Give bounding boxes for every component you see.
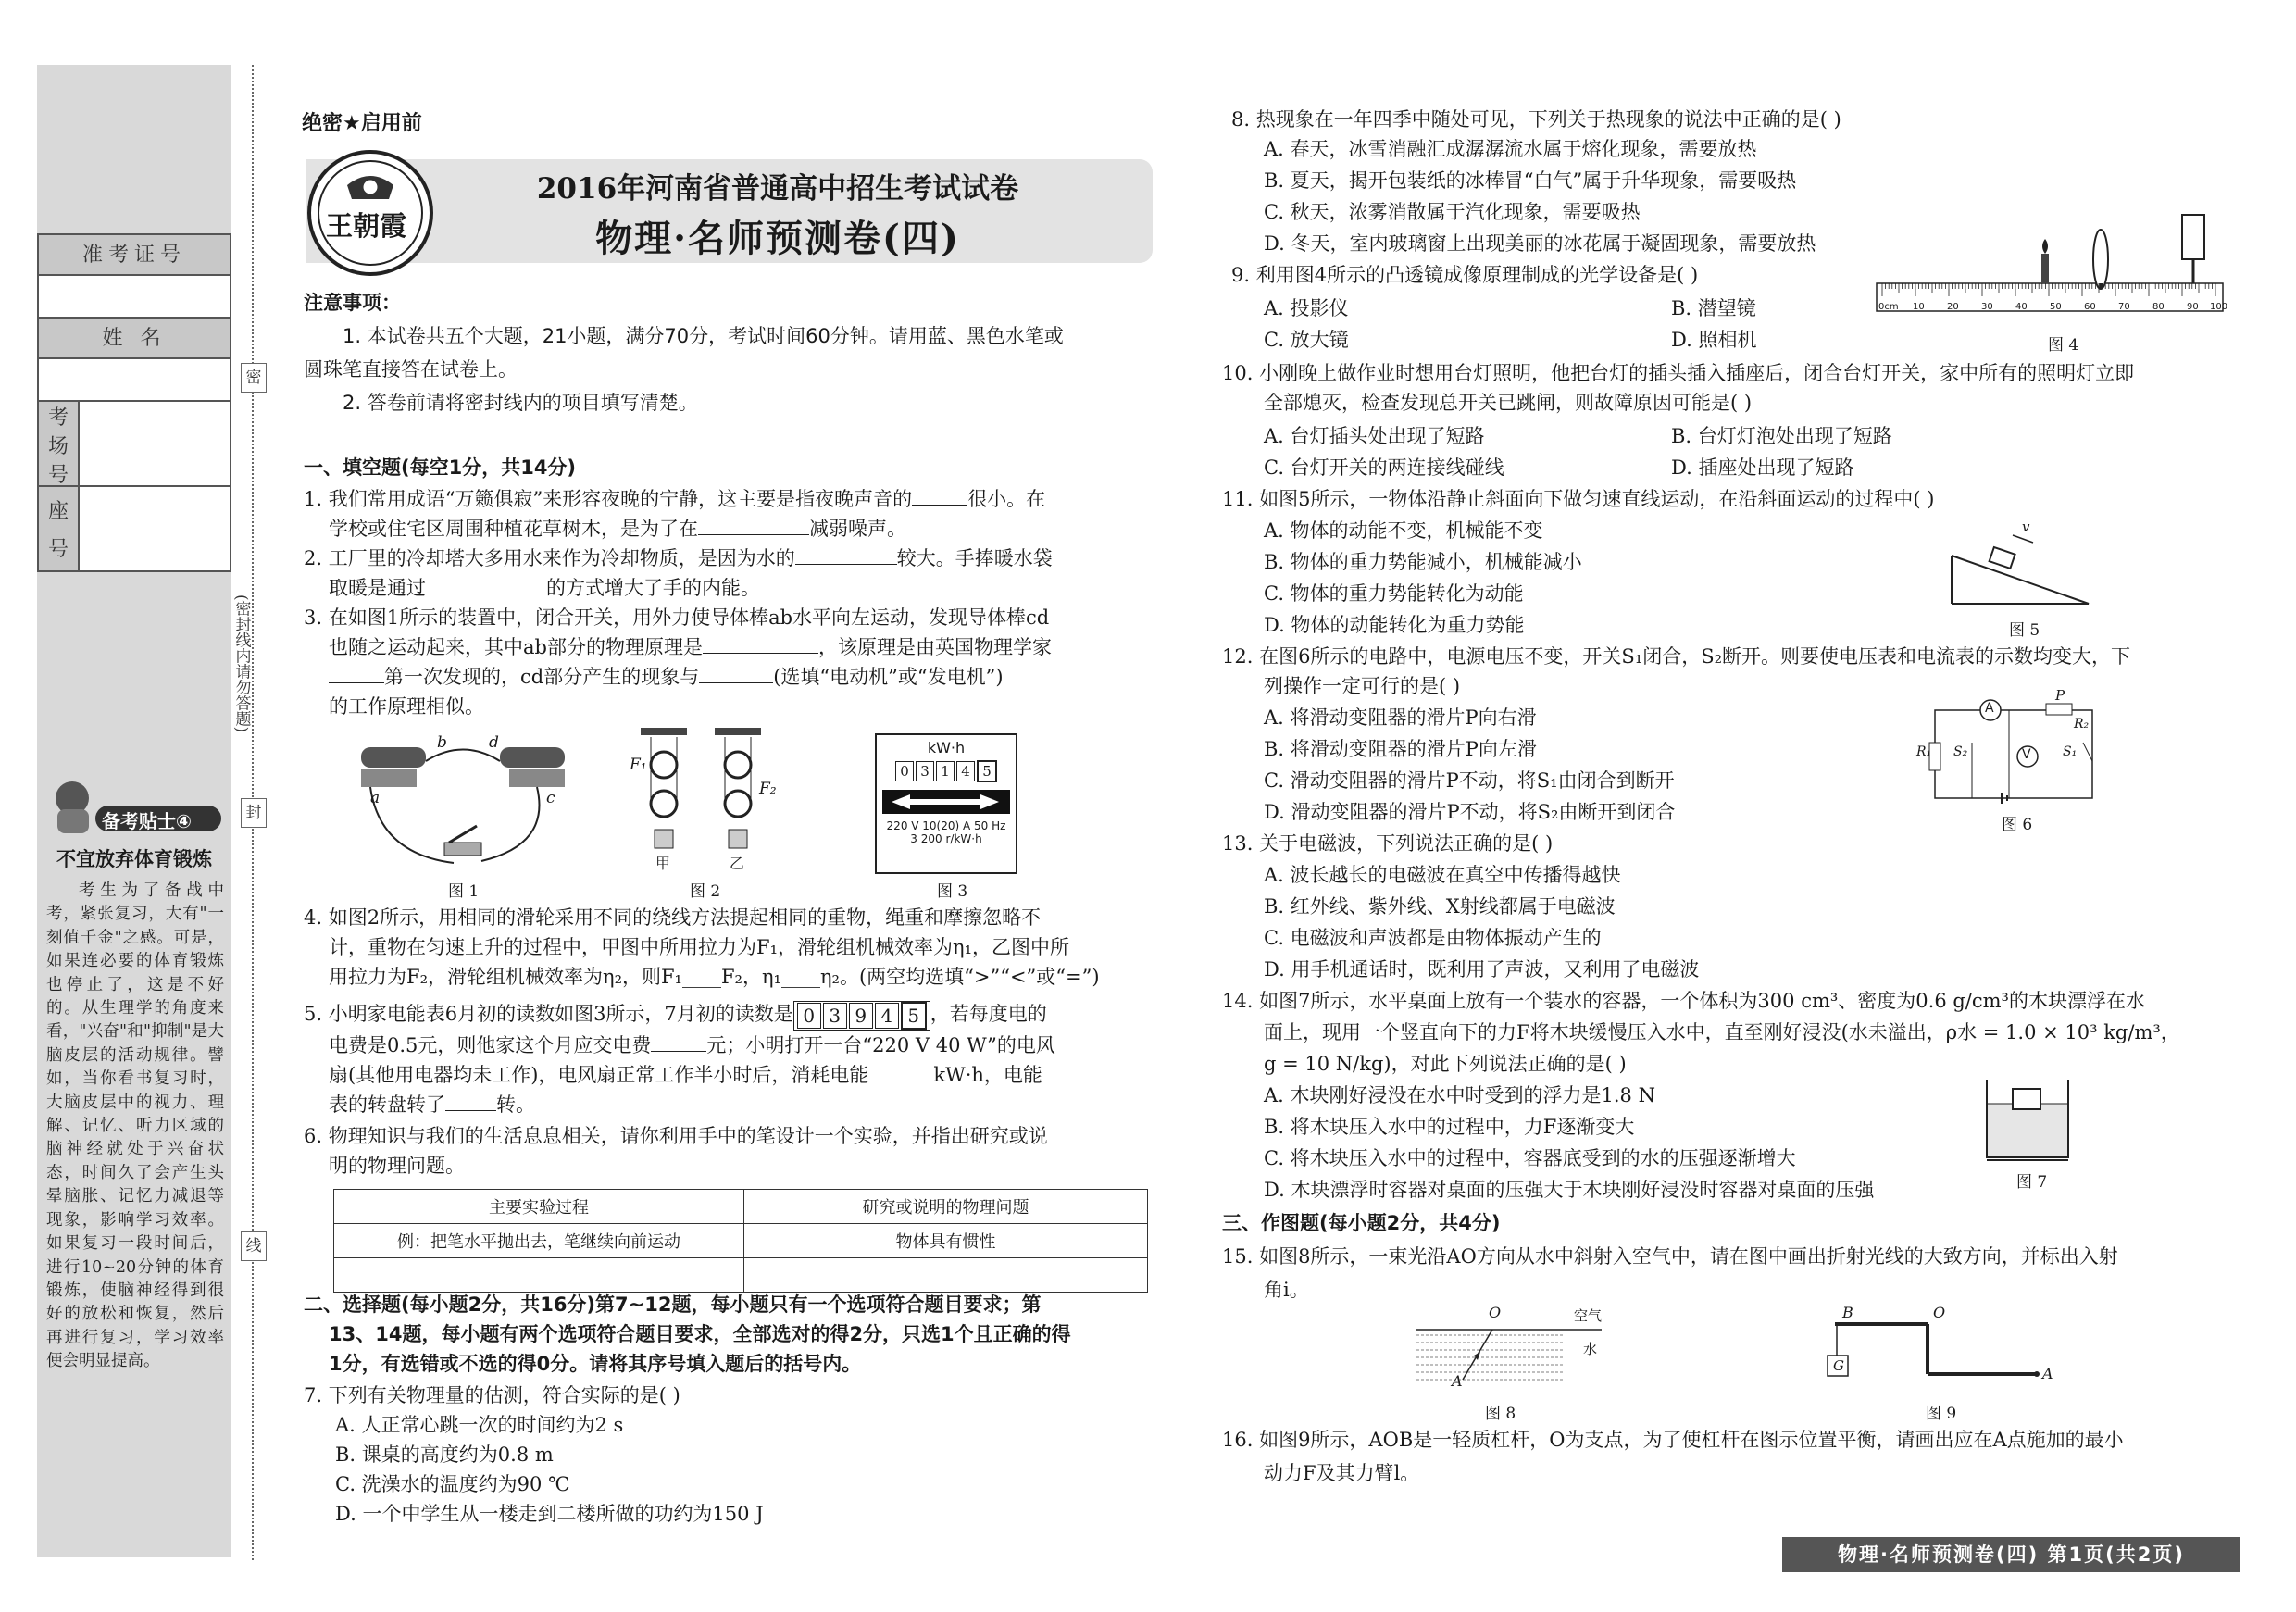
figure-5-incline: v bbox=[1944, 519, 2092, 607]
meter-reading: 0 3 1 4 5 bbox=[877, 760, 1016, 782]
field-label-name: 姓 名 bbox=[39, 319, 230, 359]
publisher-logo bbox=[306, 148, 435, 278]
q2-line2: 取暖是通过 的方式增大了手的内能。 bbox=[329, 577, 760, 599]
tip-title: 不宜放弃体育锻炼 bbox=[56, 848, 212, 870]
answer-process-cell[interactable] bbox=[334, 1258, 744, 1293]
q3-line1: 3. 在如图1所示的装置中，闭合开关，用外力使导体棒ab水平向左运动，发现导体棒cd bbox=[304, 606, 1050, 629]
q12-line1: 12. 在图6所示的电路中，电源电压不变，开关S₁闭合，S₂断开。则要使电压表和电流表的示数均变大，下 bbox=[1222, 645, 2131, 668]
name-input[interactable] bbox=[39, 359, 230, 402]
seal-char-mi: 密 bbox=[241, 363, 267, 393]
q11-stem: 11. 如图5所示，一物体沿静止斜面向下做匀速直线运动，在沿斜面运动的过程中( ) bbox=[1222, 488, 1935, 510]
q14-option-b[interactable]: B. 将木块压入水中的过程中，力F逐渐变大 bbox=[1264, 1116, 1635, 1138]
seal-note: (密封线内请勿答题) bbox=[231, 594, 251, 733]
q5-blank-2[interactable] bbox=[868, 1062, 933, 1081]
q16-line2: 动力F及其力臂l。 bbox=[1264, 1462, 1420, 1484]
ruler-tick-labels: 0cm 10 20 30 40 50 60 70 80 90 100 bbox=[1878, 302, 2228, 312]
figure-3-meter: kW·h 0 3 1 4 5 220 V 10(20) A 50 Hz 3 200 r/kW·h bbox=[875, 733, 1017, 874]
tip-header-label: 备考贴士④ bbox=[102, 810, 192, 832]
q8-option-c[interactable]: C. 秋天，浓雾消散属于汽化现象，需要吸热 bbox=[1264, 201, 1641, 223]
q14-line1: 14. 如图7所示，水平桌面上放有一个装水的容器，一个体积为300 cm³、密度为0.6 g/cm³的木块漂浮在水 bbox=[1222, 990, 2145, 1012]
section-2-heading-3: 1分，有选错或不选的得0分。请将其序号填入题后的括号内。 bbox=[329, 1353, 862, 1375]
q14-option-c[interactable]: C. 将木块压入水中的过程中，容器底受到的水的压强逐渐增大 bbox=[1264, 1147, 1796, 1169]
q14-option-a[interactable]: A. 木块刚好浸没在水中时受到的浮力是1.8 N bbox=[1264, 1084, 1655, 1106]
q7-option-d[interactable]: D. 一个中学生从一楼走到二楼所做的功约为150 J bbox=[335, 1503, 764, 1525]
q9-option-d[interactable]: D. 照相机 bbox=[1671, 329, 1757, 351]
q11-option-c[interactable]: C. 物体的重力势能转化为动能 bbox=[1264, 582, 1524, 605]
figure-6-caption: 图 6 bbox=[2002, 816, 2033, 834]
q11-option-b[interactable]: B. 物体的重力势能减小，机械能减小 bbox=[1264, 551, 1582, 573]
q2-blank-1[interactable] bbox=[795, 545, 897, 565]
q9-stem: 9. 利用图4所示的凸透镜成像原理制成的光学设备是( ) bbox=[1231, 264, 1699, 286]
figure-3-caption: 图 3 bbox=[937, 882, 968, 901]
section-1-heading: 一、填空题(每空1分，共14分) bbox=[304, 456, 577, 479]
figure-7-caption: 图 7 bbox=[2016, 1173, 2048, 1192]
q3-blank-1[interactable] bbox=[703, 634, 818, 654]
q12-option-d[interactable]: D. 滑动变阻器的滑片P不动，将S₂由断开到闭合 bbox=[1264, 801, 1676, 823]
q7-option-b[interactable]: B. 课桌的高度约为0.8 m bbox=[335, 1443, 554, 1466]
page-footer: 物理·名师预测卷(四) 第1页(共2页) bbox=[1782, 1537, 2240, 1572]
q1-line1: 1. 我们常用成语“万籁俱寂”来形容夜晚的宁静，这主要是指夜晚声音的 很小。在 bbox=[304, 488, 1046, 510]
q12-option-c[interactable]: C. 滑动变阻器的滑片P不动，将S₁由闭合到断开 bbox=[1264, 769, 1675, 792]
q13-option-c[interactable]: C. 电磁波和声波都是由物体振动产生的 bbox=[1264, 927, 1602, 949]
q16-line1: 16. 如图9所示，AOB是一轻质杠杆，O为支点，为了使杠杆在图示位置平衡，请画出应在A点施加的最小 bbox=[1222, 1429, 2124, 1451]
q5-line3: 扇(其他用电器均未工作)，电风扇正常工作半小时后，消耗电能 kW·h，电能 bbox=[329, 1064, 1042, 1086]
q5-blank-1[interactable] bbox=[651, 1032, 706, 1052]
seal-char-xian: 线 bbox=[241, 1231, 267, 1261]
q3-line2: 也随之运动起来，其中ab部分的物理原理是 ，该原理是由英国物理学家 bbox=[329, 636, 1052, 658]
meter-disc-window bbox=[882, 790, 1010, 814]
q8-option-b[interactable]: B. 夏天，揭开包装纸的冰棒冒“白气”属于升华现象，需要吸热 bbox=[1264, 169, 1797, 192]
q5-line4: 表的转盘转了 转。 bbox=[329, 1093, 535, 1116]
exam-title: 2016年河南省普通高中招生考试试卷 bbox=[536, 172, 1019, 206]
figure-9-lever: B O G A bbox=[1824, 1304, 2055, 1393]
q5-line2: 电费是0.5元，则他家这个月应交电费 元；小明打开一台“220 V 40 W”的电风 bbox=[329, 1034, 1055, 1056]
q8-option-a[interactable]: A. 春天，冰雪消融汇成潺潺流水属于熔化现象，需要放热 bbox=[1264, 138, 1757, 160]
figure-5-caption: 图 5 bbox=[2009, 621, 2040, 640]
field-label-exam-number: 准考证号 bbox=[39, 235, 230, 276]
notice-item-1: 1. 本试卷共五个大题，21小题，满分70分，考试时间60分钟。请用蓝、黑色水笔或 bbox=[343, 325, 1064, 347]
candidate-info-table bbox=[37, 233, 231, 572]
q12-line2: 列操作一定可行的是( ) bbox=[1264, 675, 1461, 697]
q10-option-c[interactable]: C. 台灯开关的两连接线碰线 bbox=[1264, 456, 1504, 479]
figure-6-circuit: A V P R₂ R₁ S₂ S₁ bbox=[1916, 687, 2111, 807]
q13-stem: 13. 关于电磁波，下列说法正确的是( ) bbox=[1222, 832, 1554, 855]
q3-blank-3[interactable] bbox=[699, 664, 773, 683]
exam-room-row[interactable] bbox=[39, 402, 230, 487]
logo-text: 王朝霞 bbox=[326, 210, 407, 242]
table-header-process: 主要实验过程 bbox=[334, 1190, 744, 1224]
q7-option-a[interactable]: A. 人正常心跳一次的时间约为2 s bbox=[335, 1414, 624, 1436]
seat-row[interactable] bbox=[39, 487, 230, 570]
q11-option-a[interactable]: A. 物体的动能不变，机械能不变 bbox=[1264, 519, 1543, 542]
q14-line3: g = 10 N/kg)，对此下列说法正确的是( ) bbox=[1264, 1053, 1627, 1075]
tip-body: 考生为了备战中考，紧张复习，大有"一刻值千金"之感。可是，如果连必要的体育锻炼也停止了，这是不好的。从生理学的角度来看，"兴奋"和"抑制"是大脑皮层的活动规律。譬如，当你看书复习时，大脑皮层中的视力、理解、记忆、听力区域的脑神经就处于兴奋状态，时间久了会产生头晕脑胀、记忆力减退等现象，影响学习效率。如果复习一段时间后，进行10~20分钟的体育锻炼，使脑神经得到很好的放松和恢复，然后再进行复习，学习效率便会明显提高。 bbox=[46, 881, 224, 1371]
q2-line1: 2. 工厂里的冷却塔大多用水来作为冷却物质，是因为水的 较大。手捧暖水袋 bbox=[304, 547, 1053, 569]
q10-option-d[interactable]: D. 插座处出现了短路 bbox=[1671, 456, 1854, 479]
figure-1-caption: 图 1 bbox=[448, 882, 480, 901]
exam-number-input[interactable] bbox=[39, 276, 230, 319]
q8-stem: 8. 热现象在一年四季中随处可见，下列关于热现象的说法中正确的是( ) bbox=[1231, 108, 1841, 131]
tip-header bbox=[44, 769, 225, 837]
q11-option-d[interactable]: D. 物体的动能转化为重力势能 bbox=[1264, 614, 1525, 636]
q10-option-a[interactable]: A. 台灯插头处出现了短路 bbox=[1264, 425, 1485, 447]
q10-option-b[interactable]: B. 台灯灯泡处出现了短路 bbox=[1671, 425, 1892, 447]
table-example-process: 例：把笔水平抛出去，笔继续向前运动 bbox=[334, 1224, 744, 1258]
q15-line1: 15. 如图8所示，一束光沿AO方向从水中斜射入空气中，请在图中画出折射光线的大致方向，并标出入射 bbox=[1222, 1245, 2118, 1268]
field-label-seat: 座 号 bbox=[39, 487, 80, 570]
q10-line2: 全部熄灭，检查发现总开关已跳闸，则故障原因可能是( ) bbox=[1264, 392, 1753, 414]
q15-line2: 角i。 bbox=[1264, 1279, 1309, 1301]
q14-line2: 面上，现用一个竖直向下的力F将木块缓慢压入水中，直至刚好浸没(水未溢出，ρ水 = 1.0 × 10³ kg/m³， bbox=[1264, 1021, 2180, 1043]
section-2-heading-2: 13、14题，每小题有两个选项符合题目要求，全部选对的得2分，只选1个且正确的得 bbox=[329, 1323, 1071, 1345]
notice-item-2: 2. 答卷前请将密封线内的项目填写清楚。 bbox=[343, 392, 698, 414]
q4-line2: 计，重物在匀速上升的过程中，甲图中所用拉力为F₁，滑轮组机械效率为η₁，乙图中所 bbox=[329, 936, 1069, 958]
seal-char-feng: 封 bbox=[241, 798, 267, 828]
figure-2: F₁ F₂ 甲 乙 bbox=[622, 728, 780, 876]
table-example-problem: 物体具有惯性 bbox=[744, 1224, 1148, 1258]
q1-line2: 学校或住宅区周围种植花草树木，是为了在 减弱噪声。 bbox=[329, 518, 906, 540]
q5-reading: 0 3 9 4 5 bbox=[793, 1001, 930, 1031]
q2-blank-2[interactable] bbox=[426, 575, 546, 594]
q1-blank-1[interactable] bbox=[912, 486, 967, 506]
q12-option-a[interactable]: A. 将滑动变阻器的滑片P向右滑 bbox=[1264, 706, 1537, 729]
q10-line1: 10. 小刚晚上做作业时想用台灯照明，他把台灯的插头插入插座后，闭合台灯开关，家中所有的照明灯立即 bbox=[1222, 362, 2135, 384]
exam-subtitle: 物理·名师预测卷(四) bbox=[595, 217, 960, 260]
q9-option-c[interactable]: C. 放大镜 bbox=[1264, 329, 1349, 351]
q9-option-a[interactable]: A. 投影仪 bbox=[1264, 297, 1349, 319]
q13-option-a[interactable]: A. 波长越长的电磁波在真空中传播得越快 bbox=[1264, 864, 1621, 886]
confidential-mark: 绝密★启用前 bbox=[302, 112, 422, 135]
section-3-heading: 三、作图题(每小题2分，共4分) bbox=[1222, 1212, 1501, 1234]
q4-line3: 用拉力为F₂，滑轮组机械效率为η₂，则F₁____F₂，η₁____η₂。(两空均选填“>”“<”或“=”) bbox=[329, 966, 1100, 988]
q1-blank-2[interactable] bbox=[698, 516, 809, 535]
q6-experiment-table bbox=[333, 1189, 1148, 1293]
q9-option-b[interactable]: B. 潜望镜 bbox=[1671, 297, 1756, 319]
q5-line1: 5. 小明家电能表6月初的读数如图3所示，7月初的读数是 0 3 9 4 5 ，若每度电的 bbox=[304, 1000, 1047, 1031]
q4-line1: 4. 如图2所示，用相同的滑轮采用不同的绕线方法提起相同的重物，绳重和摩擦忽略不 bbox=[304, 906, 1042, 929]
q14-option-d[interactable]: D. 木块漂浮时容器对桌面的压强大于木块刚好浸没时容器对桌面的压强 bbox=[1264, 1179, 1875, 1201]
q13-option-d[interactable]: D. 用手机通话时，既利用了声波，又利用了电磁波 bbox=[1264, 958, 1700, 981]
q7-stem: 7. 下列有关物理量的估测，符合实际的是( ) bbox=[304, 1384, 680, 1406]
q13-option-b[interactable]: B. 红外线、紫外线、X射线都属于电磁波 bbox=[1264, 895, 1616, 918]
table-header-problem: 研究或说明的物理问题 bbox=[744, 1190, 1148, 1224]
q5-blank-3[interactable] bbox=[445, 1092, 496, 1111]
figure-4-caption: 图 4 bbox=[2048, 336, 2079, 355]
figure-4-optical-bench bbox=[1875, 207, 2227, 324]
notice-item-1-cont: 圆珠笔直接答在试卷上。 bbox=[304, 358, 518, 381]
notice-title: 注意事项： bbox=[304, 292, 401, 314]
q12-option-b[interactable]: B. 将滑动变阻器的滑片P向左滑 bbox=[1264, 738, 1537, 760]
q8-option-d[interactable]: D. 冬天，室内玻璃窗上出现美丽的冰花属于凝固现象，需要放热 bbox=[1264, 232, 1816, 255]
figure-2-caption: 图 2 bbox=[690, 882, 721, 901]
q3-blank-2[interactable] bbox=[329, 664, 384, 683]
figure-1: a b c d bbox=[352, 733, 574, 872]
figure-7-container bbox=[1981, 1076, 2074, 1161]
figure-9-caption: 图 9 bbox=[1926, 1405, 1957, 1423]
answer-problem-cell[interactable] bbox=[744, 1258, 1148, 1293]
figure-8-refraction: O 空气 水 A bbox=[1452, 1304, 1603, 1390]
q6-line2: 明的物理问题。 bbox=[329, 1155, 465, 1177]
q3-line3: 第一次发现的，cd部分产生的现象与 (选填“电动机”或“发电机”) bbox=[329, 663, 1004, 691]
q7-option-c[interactable]: C. 洗澡水的温度约为90 ℃ bbox=[335, 1473, 570, 1495]
figure-8-caption: 图 8 bbox=[1485, 1405, 1516, 1423]
field-label-exam-room: 考 场 号 bbox=[39, 402, 80, 485]
section-2-heading-1: 二、选择题(每小题2分，共16分)第7~12题，每小题只有一个选项符合题目要求；第 bbox=[304, 1293, 1042, 1316]
q6-line1: 6. 物理知识与我们的生活息息相关，请你利用手中的笔设计一个实验，并指出研究或说 bbox=[304, 1125, 1048, 1147]
q3-line4: 的工作原理相似。 bbox=[329, 695, 484, 718]
